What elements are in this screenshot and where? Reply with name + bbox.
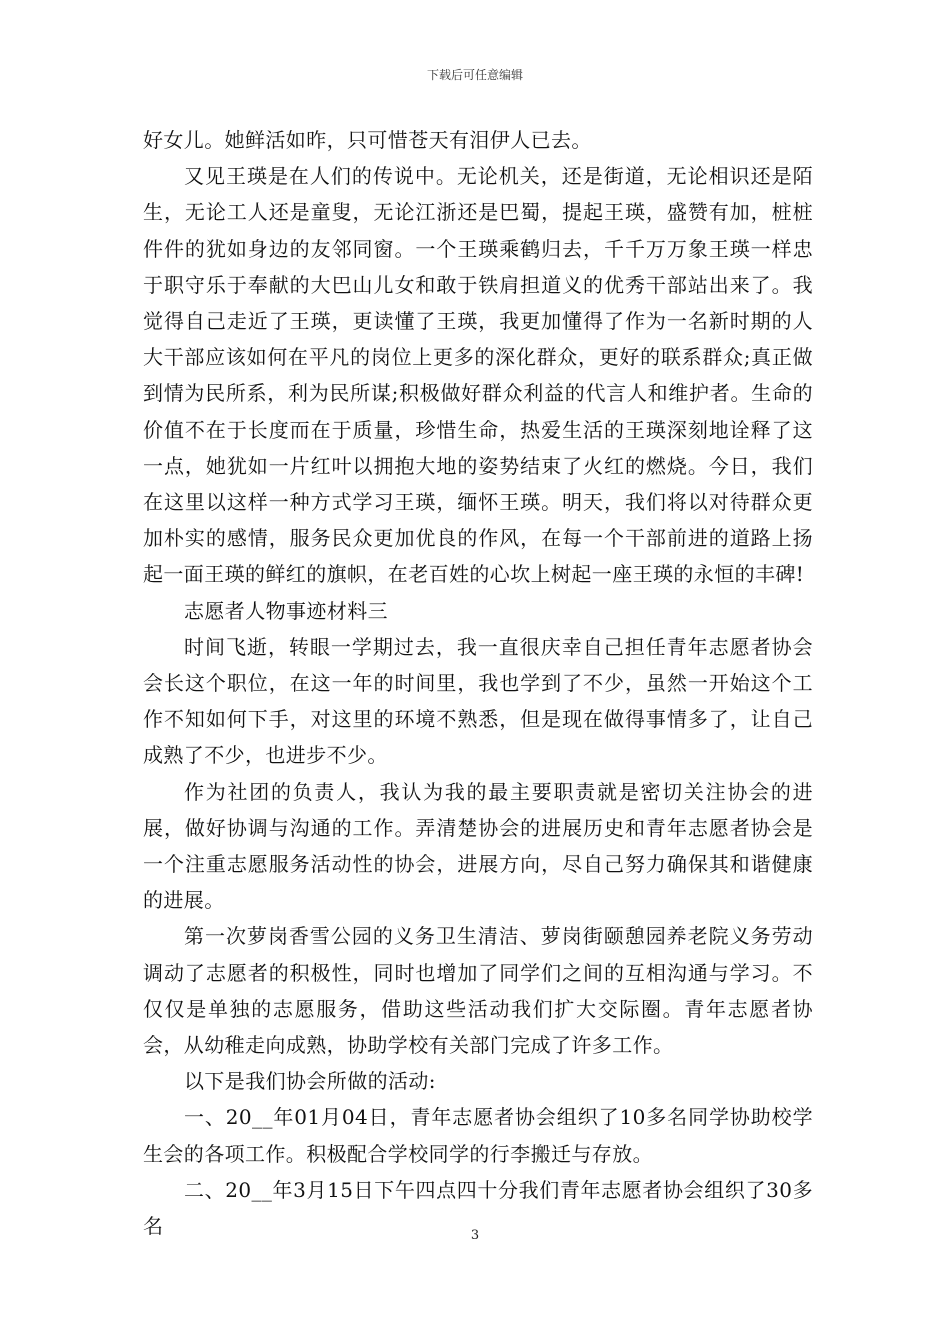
document-body <box>143 122 813 1244</box>
paragraph-2: 又见王瑛是在人们的传说中。无论机关，还是街道，无论相识还是陌生，无论工人还是童叟，无论江浙还是巴蜀，提起王瑛，盛赞有加，桩桩件件的犹如身边的友邻同窗。一个王瑛乘鹤归去，千千万万象王瑛一样忠于职守乐于奉献的大巴山儿女和敢于铁肩担道义的优秀干部站出来了。我觉得自己走近了王瑛，更读懂了王瑛，我更加懂得了作为一名新时期的人大干部应该如何在平凡的岗位上更多的深化群众，更好的联系群众;真正做到情为民所系，利为民所谋;积极做好群众利益的代言人和维护者。生命的价值不在于长度而在于质量，珍惜生命，热爱生活的王瑛深刻地诠释了这一点，她犹如一片红叶以拥抱大地的姿势结束了火红的燃烧。今日，我们在这里以这样一种方式学习王瑛，缅怀王瑛。明天，我们将以对待群众更加朴实的感情，服务民众更加优良的作风，在每一个干部前进的道路上扬起一面王瑛的鲜红的旗帜，在老百姓的心坎上树起一座王瑛的永恒的丰碑! <box>143 164 813 587</box>
paragraph-8: 一、20__年01月04日，青年志愿者协会组织了10多名同学协助校学生会的各项工作。积极配合学校同学的行李搬迁与存放。 <box>143 1105 813 1166</box>
page-number: 3 <box>470 1228 480 1243</box>
paragraph-6: 第一次萝岗香雪公园的义务卫生清洁、萝岗街颐憩园养老院义务劳动调动了志愿者的积极性，同时也增加了同学们之间的互相沟通与学习。不仅仅是单独的志愿服务，借助这些活动我们扩大交际圈。青年志愿者协会，从幼稚走向成熟，协助学校有关部门完成了许多工作。 <box>143 924 813 1058</box>
paragraph-9: 二、20__年3月15日下午四点四十分我们青年志愿者协会组织了30多名 <box>143 1177 813 1239</box>
paragraph-7: 以下是我们协会所做的活动: <box>184 1069 436 1094</box>
paragraph-4: 时间飞逝，转眼一学期过去，我一直很庆幸自己担任青年志愿者协会会长这个职位，在这一年的时间里，我也学到了不少，虽然一开始这个工作不知如何下手，对这里的环境不熟悉，但是现在做得事情多了，让自己成熟了不少，也进步不少。 <box>143 634 813 768</box>
section-heading: 志愿者人物事迹材料三 <box>184 598 388 623</box>
paragraph-5: 作为社团的负责人，我认为我的最主要职责就是密切关注协会的进展，做好协调与沟通的工作。弄清楚协会的进展历史和青年志愿者协会是一个注重志愿服务活动性的协会，进展方向，尽自己努力确保其和谐健康的进展。 <box>143 779 813 913</box>
page-header-note: 下载后可任意编辑 <box>426 68 523 82</box>
paragraph-1: 好女儿。她鲜活如昨，只可惜苍天有泪伊人已去。 <box>143 128 592 152</box>
